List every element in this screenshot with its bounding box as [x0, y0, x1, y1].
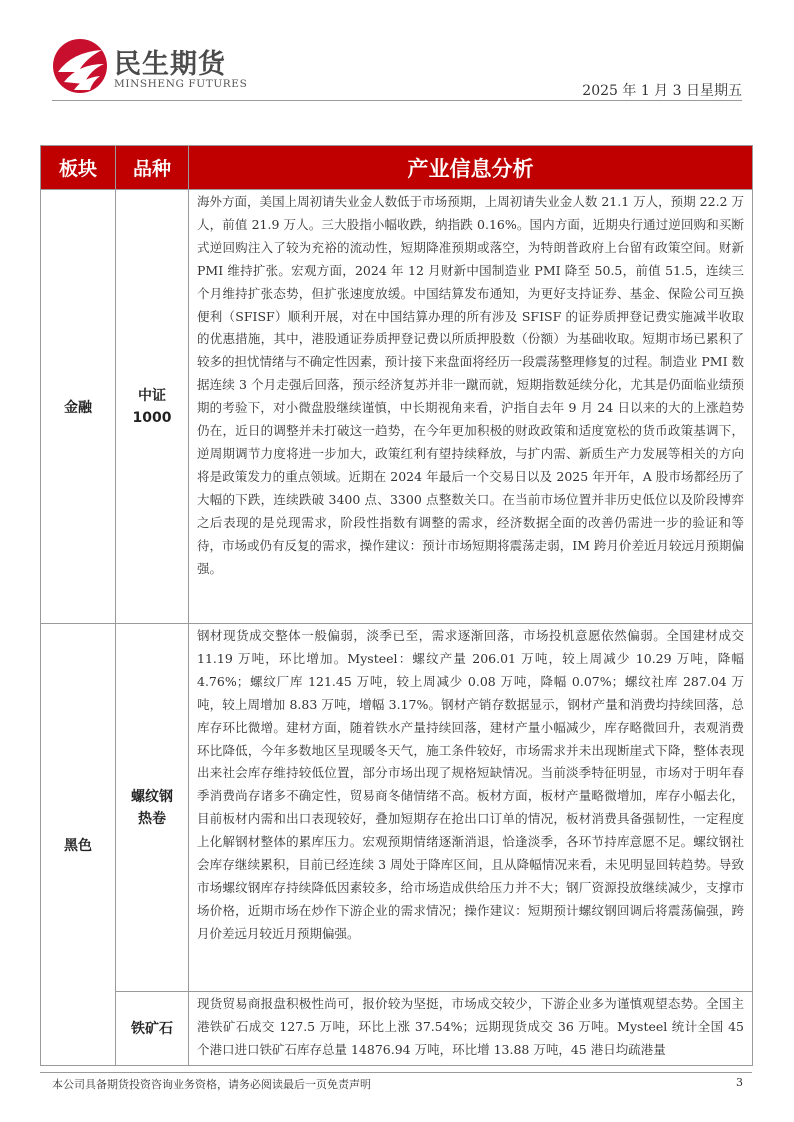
- report-date: 2025 年 1 月 3 日星期五: [582, 83, 742, 99]
- variety-label-line1: 铁矿石: [131, 1020, 173, 1037]
- footer-disclaimer: 本公司具备期货投资咨询业务资格，请务必阅读最后一页免责声明: [52, 1078, 371, 1091]
- logo-english-name: MINSHENG FUTURES: [114, 78, 248, 90]
- analysis-text: 现货贸易商报盘积极性尚可，报价较为坚挺，市场成交较少，下游企业多为谨慎观望态势。全国主港铁矿石成交 127.5 万吨，环比上涨 37.54%；远期现货成交 36 万吨。Mysteel 统计全国 45 个港口进口铁矿石库存总量 14876.94 万吨，环比增 13.88 万吨，45 港日均疏港量: [197, 996, 744, 1057]
- variety-label-line2: 热卷: [138, 810, 166, 827]
- analysis-cell: [189, 992, 753, 1066]
- variety-cell-iron-ore: [116, 992, 189, 1066]
- variety-label-line1: 螺纹钢: [131, 788, 173, 805]
- sector-cell-finance: 金融: [41, 190, 116, 624]
- analysis-cell: [189, 624, 753, 992]
- variety-label-line2: 1000: [132, 409, 172, 426]
- minsheng-logo-icon: [52, 38, 108, 94]
- page-number: 3: [736, 1076, 743, 1089]
- variety-cell-rebar: [116, 624, 189, 992]
- footer-divider: [40, 1072, 752, 1073]
- variety-cell-csi1000: [116, 190, 189, 624]
- header-variety: 品种: [116, 146, 189, 190]
- analysis-text: 钢材现货成交整体一般偏弱，淡季已至，需求逐渐回落，市场投机意愿依然偏弱。全国建材成交 11.19 万吨，环比增加。Mysteel：螺纹产量 206.01 万吨，较上周减少 10.29 万吨，降幅 4.76%；螺纹厂库 121.45 万吨，较上周减少 0.08 万吨，降幅 0.07%；螺纹社库 287.04 万吨，较上周增加 8.83 万吨，增幅 3.17%。钢材产销存数据显示，钢材产量和消费均持续回落，总库存环比微增。建材方面，随着铁水产量持续回落，建材产量小幅减少，库存略微回升，表观消费环比降低，今年多数地区呈现暖冬天气，施工条件较好，市场需求并未出现断崖式下降，整体表现出来社会库存维持较低位置，部分市场出现了规格短缺情况。当前淡季特征明显，市场对于明年春季消费尚存诸多不确定性，贸易商冬储情绪不高。板材方面，板材产量略微增加，库存小幅去化，目前板材内需和出口表现较好，叠加短期存在抢出口订单的情况，板材消费具备强韧性，一定程度上化解钢材整体的累库压力。宏观预期情绪逐渐消退，恰逢淡季，各环节持库意愿不足。螺纹钢社会库存继续累积，目前已经连续 3 周处于降库区间，且从降幅情况来看，未见明显回转趋势。导致市场螺纹钢库存持续降低因素较多，给市场造成供给压力并不大；钢厂资源投放继续减少，支撑市场价格，近期市场在炒作下游企业的需求情况；操作建议：短期预计螺纹钢回调后将震荡偏强，跨月价差远月较近月预期偏强。: [197, 628, 744, 941]
- table-header-row: [41, 146, 753, 190]
- page-header: [52, 38, 742, 100]
- table-row: [41, 190, 753, 624]
- header-divider: [52, 100, 742, 101]
- header-analysis: 产业信息分析: [189, 146, 753, 190]
- table-row: [41, 992, 753, 1066]
- industry-analysis-table: [40, 145, 753, 1066]
- analysis-cell: [189, 190, 753, 624]
- table-row: [41, 624, 753, 992]
- header-sector: 板块: [41, 146, 116, 190]
- analysis-text: 海外方面，美国上周初请失业金人数低于市场预期，上周初请失业金人数 21.1 万人，预期 22.2 万人，前值 21.9 万人。三大股指小幅收跌，纳指跌 0.16%。国内方面，近期央行通过逆回购和买断式逆回购注入了较为充裕的流动性，短期降准预期或落空，为特朗普政府上台留有政策空间。财新 PMI 维持扩张。宏观方面，2024 年 12 月财新中国制造业 PMI 降至 50.5，前值 51.5，连续三个月维持扩张态势，但扩张速度放缓。中国结算发布通知，为更好支持证券、基金、保险公司互换便利（SFISF）顺利开展，对在中国结算办理的所有涉及 SFISF 的证券质押登记费实施减半收取的优惠措施，其中，港股通证券质押登记费以所质押股数（份额）为基础收取。短期市场已累积了较多的担忧情绪与不确定性因素，预计接下来盘面将经历一段震荡整理修复的过程。制造业 PMI 数据连续 3 个月走强后回落，预示经济复苏并非一蹴而就，短期指数延续分化，尤其是仍面临业绩预期的考验下，对小微盘股继续谨慎，中长期视角来看，沪指自去年 9 月 24 日以来的大的上涨趋势仍在，近日的调整并未打破这一趋势，在今年更加积极的财政政策和适度宽松的货币政策基调下，逆周期调节力度将进一步加大，政策红利有望持续释放，与扩内需、新质生产力发展等相关的方向将是政策发力的重点领域。近期在 2024 年最后一个交易日以及 2025 年开年，A 股市场都经历了大幅的下跌，连续跌破 3400 点、3300 点整数关口。在当前市场位置并非历史低位以及阶段博弈之后表现的是兑现需求，阶段性指数有调整的需求，经济数据全面的改善仍需进一步的验证和等待，市场或仍有反复的需求，操作建议：预计市场短期将震荡走弱，IM 跨月价差近月较远月预期偏强。: [197, 194, 744, 576]
- logo-chinese-name: 民生期货: [114, 49, 226, 80]
- variety-label-line1: 中证: [138, 387, 166, 404]
- sector-cell-ferrous: 黑色: [41, 624, 116, 1066]
